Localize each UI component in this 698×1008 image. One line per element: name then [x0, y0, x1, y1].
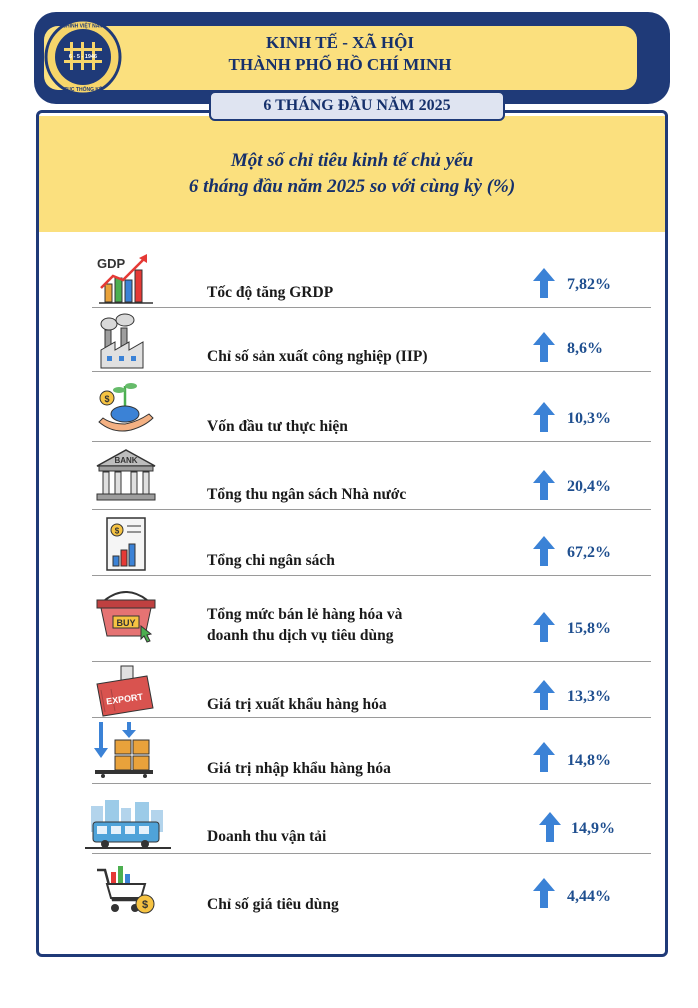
logo-text-bottom: CỤC THỐNG KÊ: [63, 87, 103, 93]
section-title-line-1: Một số chỉ tiêu kinh tế chủ yếu: [230, 150, 474, 171]
indicator-value: 7,82%: [567, 276, 611, 293]
up-arrow-icon: [533, 332, 555, 362]
up-arrow-icon: [533, 612, 555, 642]
indicator-row-budget-revenue: [39, 442, 665, 510]
investment-hand-icon: [91, 378, 161, 436]
section-title-line-2: 6 tháng đầu năm 2025 so với cùng kỳ (%): [188, 176, 516, 197]
indicator-row-import: [39, 718, 665, 784]
indicator-row-cpi: [39, 854, 665, 924]
bank-icon-text: BANK: [114, 456, 138, 465]
indicator-label: Vốn đầu tư thực hiện: [207, 418, 348, 435]
indicator-label: Giá trị xuất khẩu hàng hóa: [207, 696, 387, 713]
indicator-label: Giá trị nhập khẩu hàng hóa: [207, 760, 391, 777]
section-title: [39, 148, 665, 200]
indicator-row-export: [39, 662, 665, 718]
indicator-value: 8,6%: [567, 340, 603, 357]
indicator-value: 20,4%: [567, 478, 611, 495]
title-line-2: THÀNH PHỐ HỒ CHÍ MINH: [228, 55, 452, 74]
svg-text:$: $: [141, 899, 149, 911]
svg-text:$: $: [104, 394, 110, 404]
export-icon-text: EXPORT: [105, 691, 144, 707]
indicator-value: 14,9%: [571, 820, 615, 837]
up-arrow-icon: [533, 402, 555, 432]
indicator-value: 67,2%: [567, 544, 611, 561]
bus-transport-icon: [85, 796, 171, 854]
up-arrow-icon: [533, 742, 555, 772]
title-line-1: KINH TẾ - XÃ HỘI: [266, 33, 414, 52]
buy-icon-text: BUY: [116, 618, 136, 628]
page-title: [90, 32, 590, 76]
gdp-icon-text: GDP: [97, 256, 126, 271]
indicator-row-grdp: [39, 244, 665, 308]
indicator-label: [207, 604, 402, 646]
indicator-row-investment: [39, 372, 665, 442]
indicator-label: Chỉ số sản xuất công nghiệp (IIP): [207, 348, 428, 365]
shopping-basket-icon: [91, 586, 161, 644]
indicator-label-line-2: doanh thu dịch vụ tiêu dùng: [207, 627, 394, 644]
up-arrow-icon: [533, 536, 555, 566]
logo-text-top: CHÍNH VIỆT NAM: [62, 23, 104, 30]
indicator-label: Tốc độ tăng GRDP: [207, 284, 334, 301]
indicator-label-line-1: Tổng mức bán lẻ hàng hóa và: [207, 606, 403, 623]
indicator-value: 10,3%: [567, 410, 611, 427]
export-container-icon: [91, 664, 161, 722]
indicator-row-retail: [39, 576, 665, 662]
indicator-label: Tổng thu ngân sách Nhà nước: [207, 486, 407, 503]
indicator-value: 4,44%: [567, 888, 611, 905]
up-arrow-icon: [533, 268, 555, 298]
indicator-row-iip: [39, 308, 665, 372]
bank-icon: [91, 446, 161, 504]
indicator-row-transport: [39, 784, 665, 854]
up-arrow-icon: [539, 812, 561, 842]
indicator-value: 15,8%: [567, 620, 611, 637]
shopping-cart-icon: [91, 862, 161, 920]
indicator-label: Chỉ số giá tiêu dùng: [207, 896, 339, 913]
indicator-label: Tổng chi ngân sách: [207, 552, 335, 569]
factory-icon: [91, 312, 161, 370]
import-boxes-icon: [91, 720, 161, 778]
up-arrow-icon: [533, 680, 555, 710]
indicator-label: Doanh thu vận tải: [207, 828, 327, 845]
indicator-value: 13,3%: [567, 688, 611, 705]
logo-text-mid: 6 - 5 - 1946: [68, 54, 98, 60]
up-arrow-icon: [533, 470, 555, 500]
budget-document-icon: [91, 514, 161, 572]
period-badge: 6 THÁNG ĐẦU NĂM 2025: [209, 91, 505, 121]
up-arrow-icon: [533, 878, 555, 908]
gdp-chart-icon: [91, 248, 161, 306]
indicator-row-budget-spending: [39, 510, 665, 576]
svg-text:$: $: [114, 526, 120, 536]
indicator-value: 14,8%: [567, 752, 611, 769]
